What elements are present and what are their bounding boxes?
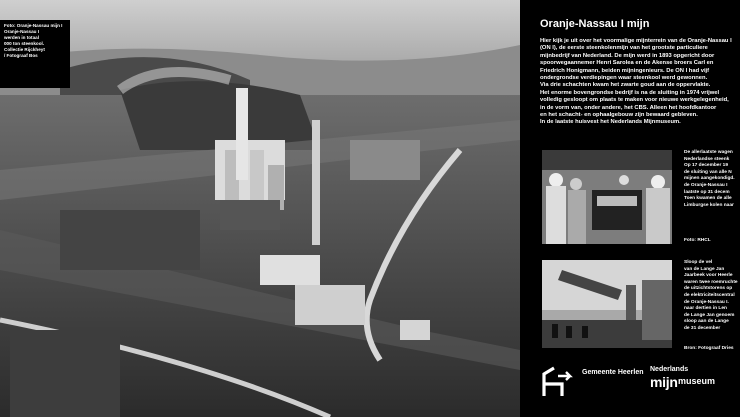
side-line: de Oranje-Nassau I. xyxy=(684,299,729,305)
body-line: Via drie schachten kwam het zwarte goud aan de oppervlakte. xyxy=(540,82,711,89)
museum-logo-museum: museum xyxy=(678,376,716,386)
gemeente-heerlen-logo-icon xyxy=(540,364,576,400)
body-line: en het schacht- en ophaalgebouw zijn bewaard gebleven. xyxy=(540,112,698,119)
body-line: mijnbedrijf van Nederland. De mijn werd in 1893 opgericht door xyxy=(540,52,715,59)
side-line: Sloop de vel xyxy=(684,260,713,265)
body-line: Friedrich Honigmann, beiden mijningenieurs. De ON I had vijf xyxy=(540,67,710,74)
photo-credit: Foto: RHCL xyxy=(684,238,711,243)
photo-caption xyxy=(0,20,70,88)
side-line: waren twee roemruchte xyxy=(684,279,738,285)
caption-line: werden in totaal xyxy=(4,35,39,40)
gemeente-word: Gemeente xyxy=(582,369,616,376)
caption-line: Foto: Oranje-Nassau mijn I xyxy=(4,23,63,28)
caption-line: Collectie Rijckheyt xyxy=(4,47,45,52)
museum-logo-top: Nederlands xyxy=(650,366,689,373)
side-line: de sluiting van alle N xyxy=(684,169,732,175)
body-line: in de vorm van, onder andere, het CBS. Alleen het hoofdkantoor xyxy=(540,104,717,111)
side-line: Limburgse kolen naar xyxy=(684,202,734,208)
side-line: de uitzichtstorens op xyxy=(684,286,733,292)
side-line: laatste op 31 decem xyxy=(684,189,730,195)
caption-line: / Fotograaf Bos xyxy=(4,53,38,58)
body-line: Het enorme bovengrondse bedrijf is na de sluiting in 1974 vrijwel xyxy=(540,89,720,96)
caption-lange-jan xyxy=(684,260,738,333)
body-line: (ON I), de eerste steenkolenmijn van het grootste particuliere xyxy=(540,45,708,52)
side-line: Toen kwamen de alle xyxy=(684,196,732,202)
body-line: spoorwegaannemer Henri Sarolea en de Akense broers Carl en xyxy=(540,60,714,67)
body-line: ondergrondse verdiepingen waar steenkool werd gewonnen. xyxy=(540,75,708,82)
gemeente-heerlen-text xyxy=(582,369,644,377)
body-line: Hier kijk je uit over het voormalige mijnterrein van de Oranje-Nassau I xyxy=(540,38,732,44)
side-line: Jaarbeek voor Heerle xyxy=(684,273,733,279)
body-line: volledig gesloopt om plaats te maken voor nieuwe werkgelegenheid, xyxy=(540,97,729,104)
panel-body xyxy=(540,38,740,127)
side-line: De allerlaatste wagen xyxy=(684,150,733,155)
side-line: mijnen aangekondigd. xyxy=(684,176,735,182)
photo-credit: Bron: Fotograaf Dries xyxy=(684,346,734,351)
side-line: de 31 december xyxy=(684,325,721,331)
side-line: van de Lange Jan xyxy=(684,266,725,272)
side-line: de Oranje-Nassau I xyxy=(684,182,728,188)
side-line: sloop aan de Lange xyxy=(684,319,729,325)
caption-line: Oranje-Nassau I xyxy=(4,29,39,34)
info-panel xyxy=(522,0,738,417)
side-line: Nederlandse steenk xyxy=(684,156,730,162)
side-line: de Lange Jan genoem xyxy=(684,312,735,318)
body-line: In de laatste huisvest het Nederlands Mijnmuseum. xyxy=(540,119,681,126)
panel-title: Oranje-Nassau I mijn xyxy=(540,18,650,30)
museum-logo-mijn: mijn xyxy=(650,374,678,390)
side-line: Op 17 december 19 xyxy=(684,163,728,169)
side-line: de elektriciteitscentral xyxy=(684,292,735,298)
caption-last-wagon xyxy=(684,150,735,209)
photo-last-coal-wagon xyxy=(542,150,672,244)
caption-line: 000 ton steenkool. xyxy=(4,41,45,46)
heerlen-word: Heerlen xyxy=(617,369,644,376)
photo-lange-jan-demolition xyxy=(542,260,672,348)
side-line: naar dertien in Len xyxy=(684,306,727,312)
